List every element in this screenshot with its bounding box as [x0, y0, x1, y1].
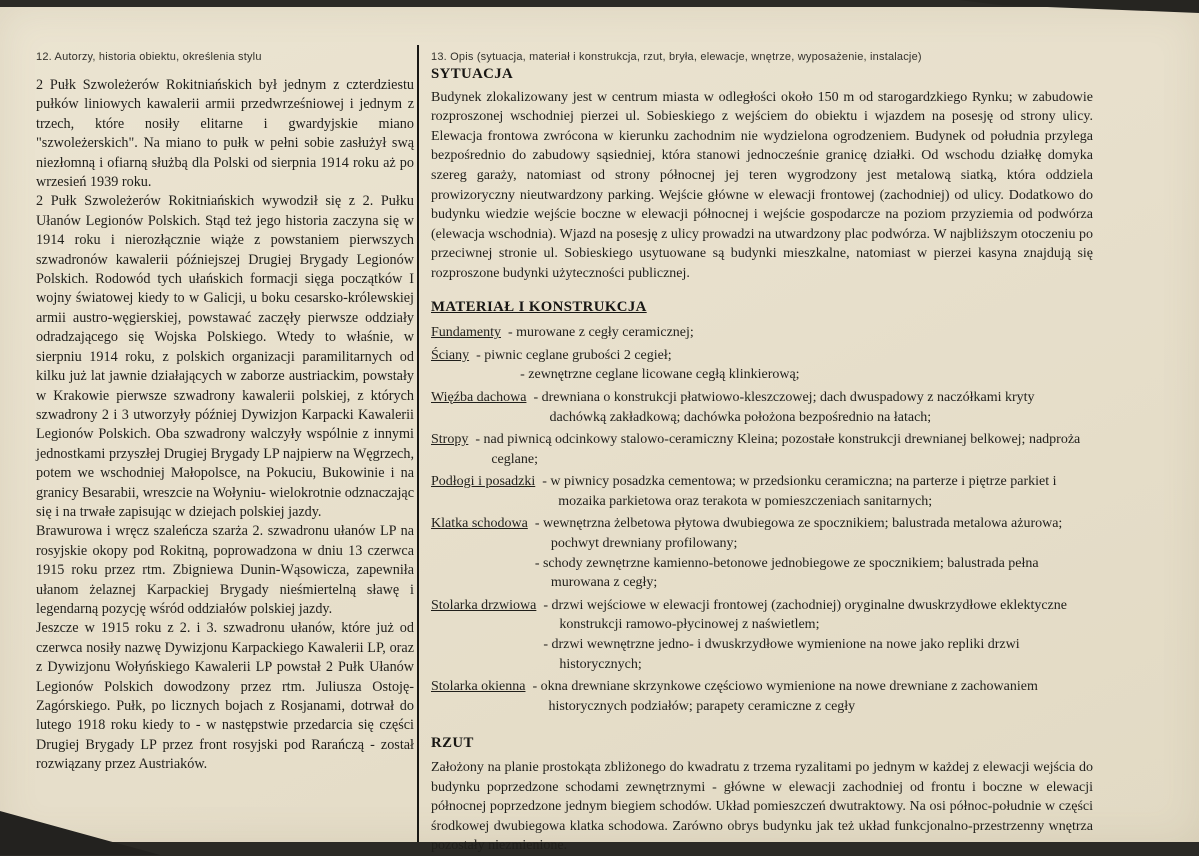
term-label: Podłogi i posadzki — [431, 474, 536, 490]
term-entries — [508, 323, 1093, 343]
section-title-sytuacja: SYTUACJA — [431, 66, 514, 82]
material-item-stropy — [431, 430, 1093, 469]
column-divider — [417, 45, 419, 842]
term-label: Stropy — [431, 432, 469, 448]
section-13-header: 13. Opis (sytuacja, materiał i konstrukcja, rzut, bryła, elewacje, wnętrze, wyposażenie, instalacje) — [431, 51, 922, 63]
material-item-wiezba-dachowa — [431, 388, 1093, 427]
term-entries — [475, 430, 1093, 469]
description-column — [431, 65, 1093, 856]
term-entries — [532, 677, 1093, 716]
entry-text: - wewnętrzna żelbetowa płytowa dwubiegowa ze spocznikiem; balustrada metalowa ażurowa; pochwyt drewniany profilowany; — [534, 516, 1063, 552]
history-paragraph: Jeszcze w 1915 roku z 2. i 3. szwadronu ułanów, które już od czerwca nosiły nazwę Dywizjonu Karpackiego Kawalerii LP, oraz z Dywizjonu Wołyńskiego Kawalerii LP powstał 2 Pułk Ułanów Legionów Polskich dowodzony przez rtm. Juliusza Ostoję-Zagórskiego. Pułk, po licznych bojach z Rosjanami, dotrwał do lutego 1918 roku kiedy to - w następstwie przedarcia się części Drugiej Brygady LP przez front rosyjski pod Rarańczą - został rozwiązany przez Austriaków. — [36, 620, 414, 773]
section-12-header: 12. Autorzy, historia obiektu, określenia stylu — [36, 51, 262, 63]
entry-text: - zewnętrzne ceglane licowane cegłą klinkierową; — [520, 367, 800, 383]
term-entries — [542, 472, 1093, 511]
entry-text: - drzwi wejściowe w elewacji frontowej (zachodniej) oryginalne dwuskrzydłowe eklektyczne konstrukcji ramowo-płycinowej z naświetlem; — [543, 597, 1067, 633]
term-entries — [533, 388, 1093, 427]
material-item-fundamenty — [431, 323, 1093, 343]
term-label: Stolarka okienna — [431, 679, 526, 695]
entry-text: - drzwi wewnętrzne jedno- i dwuskrzydłowe wymienione na nowe jako repliki drzwi historycznych; — [543, 637, 1020, 672]
history-paragraph: 2 Pułk Szwoleżerów Rokitniańskich wywodził się z 2. Pułku Ułanów Legionów Polskich. Stąd też jego historia zaczyna się w 1914 roku i nierozłącznie wiąże z powstaniem pierwszych szwadronów kawalerii późniejszej Drugiej Brygady Legionów Polskich. Rodowód tych ułańskich formacji sięga początków I wojny światowej kiedy to w Galicji, u boku cesarsko-królewskiej armii austro-węgierskiej, powstawać zaczęły pierwsze oddziały odradzającego się Wojska Polskiego. Wtedy to właśnie, w sierpniu 1914 roku, z polskich organizacji paramilitarnych od kilku już lat jawnie działających w zaborze austriackim, powstały w Krakowie pierwsze szwadrony kawalerii polskiej, z których szwadrony 2 i 3 utworzyły później Dywizjon Karpacki Kawalerii Legionów Polskich. Oba szwadrony walczyły wspólnie z innymi jednostkami przyszłej Drugiej Brygady LP najpierw na Węgrzech, potem we wschodniej Małopolsce, na Pokuciu, Bukowinie i na granicy Besarabii, wreszcie na Wołyniu- wielokrotnie odznaczając się i na trwałe zapisując w dziejach polskiej jazdy. — [36, 193, 414, 520]
history-column — [36, 76, 414, 775]
entry-text: - drewniana o konstrukcji płatwiowo-kleszczowej; dach dwuspadowy z naczółkami kryty dachówką zakładkową; dachówka położona bezpośrednio na łatach; — [533, 389, 1035, 425]
term-entries — [535, 514, 1093, 592]
entry-text: - schody zewnętrzne kamienno-betonowe jednobiegowe ze spocznikiem; balustrada pełna murowana z cegły; — [534, 555, 1039, 591]
history-paragraph: 2 Pułk Szwoleżerów Rokitniańskich był jednym z czterdziestu pułków liniowych kawalerii armii przedwrześniowej i jednym z trzech, które nosiły elitarne i gwardyjskie miano "szwoleżerskich". Na miano to pułk w pełni sobie zasłużył swą niezłomną i ofiarną służbą dla Polski od sierpnia 1914 roku aż po wrzesień 1939 roku. — [36, 77, 414, 191]
term-label: Ściany — [431, 347, 470, 363]
entry-text: - okna drewniane skrzynkowe częściowo wymienione na nowe drewniane z zachowaniem historycznych podziałów; parapety ceramiczne z cegły — [532, 679, 1038, 714]
material-item-klatka-schodowa — [431, 514, 1093, 592]
paper-sheet — [0, 7, 1199, 854]
history-paragraph: Brawurowa i wręcz szaleńcza szarża 2. szwadronu ułanów LP na rosyjskie okopy pod Rokitną, poprowadzona w dniu 13 czerwca 1915 roku przez rtm. Zbigniewa Dunin-Wąsowicza, zapewniła ułanom żelaznej Karpackiej Brygady nieśmiertelną sławę i legendarną pozycję wśród oddziałów polskiej jazdy. — [36, 523, 414, 617]
situation-paragraph: Budynek zlokalizowany jest w centrum miasta w odległości około 150 m od starogardzkiego Rynku; w zabudowie rozproszonej wschodniej pierzei ul. Sobieskiego z wejściem do obiektu i wjazdem na posesję od strony ulicy. Elewacja frontowa zwrócona w kierunku zachodnim nie wydzielona ogrodzeniem. Budynek od południa przylega bezpośrednio do zabudowy sąsiedniej, która stanowi jednocześnie granicę działki. Od wschodu działkę domyka szereg garaży, natomiast od strony północnej jej teren wygrodzony jest metalową siatką, która oddziela prowizoryczny nieutwardzony parking. Wejście główne w elewacji frontowej (zachodniej) od ulicy. Dodatkowo do budynku wiedzie wejście boczne w elewacji północnej i wejście gospodarcze na poziom przyziemia od podwórza (elewacja wschodnia). Wjazd na posesję z ulicy prowadzi na utwardzony plac podwórza. W najbliższym otoczeniu po przeciwnej stronie ul. Sobieskiego usytuowane są budynki mieszkalne, natomiast w pierzei kasyna znajdują się rozproszone budynki użyteczności publicznej. — [431, 89, 1093, 281]
entry-text: - w piwnicy posadzka cementowa; w przedsionku ceramiczna; na parterze i piętrze parkiet i mozaika parkietowa oraz terakota w pomieszczeniach sanitarnych; — [542, 474, 1057, 509]
term-entries — [476, 346, 1093, 385]
term-label: Klatka schodowa — [431, 516, 528, 532]
material-item-podlogi — [431, 472, 1093, 511]
material-item-sciany — [431, 346, 1093, 385]
term-label: Fundamenty — [431, 325, 501, 341]
section-title-material: MATERIAŁ I KONSTRUKCJA — [431, 298, 647, 315]
entry-text: - nad piwnicą odcinkowy stalowo-ceramiczny Kleina; pozostałe konstrukcji drewnianej belkowej; nadproża ceglane; — [475, 432, 1081, 467]
material-item-stolarka-okienna — [431, 677, 1093, 716]
term-entries — [543, 596, 1093, 674]
term-label: Więźba dachowa — [431, 389, 527, 405]
rzut-paragraph: Założony na planie prostokąta zbliżonego do kwadratu z trzema ryzalitami po jednym w każdej z elewacji wejścia do budynku poprzedzone schodami zewnętrznymi - główne w elewacji zachodniej od frontu i boczne w elewacji północnej poprzedzone jednym biegiem schodów. Układ pomieszczeń dwutraktowy. Na osi północ-południe w części środkowej dwubiegowa klatka schodowa. Zarówno obrys budynku jak też układ funkcjonalno-przestrzenny wnętrza pozostały niezmienione. — [431, 760, 1093, 854]
entry-text: - murowane z cegły ceramicznej; — [508, 325, 694, 341]
material-list — [431, 323, 1093, 716]
section-title-rzut: RZUT — [431, 735, 474, 752]
term-label: Stolarka drzwiowa — [431, 597, 537, 613]
material-item-stolarka-drzwiowa — [431, 596, 1093, 674]
entry-text: - piwnic ceglane grubości 2 cegieł; — [476, 347, 672, 363]
